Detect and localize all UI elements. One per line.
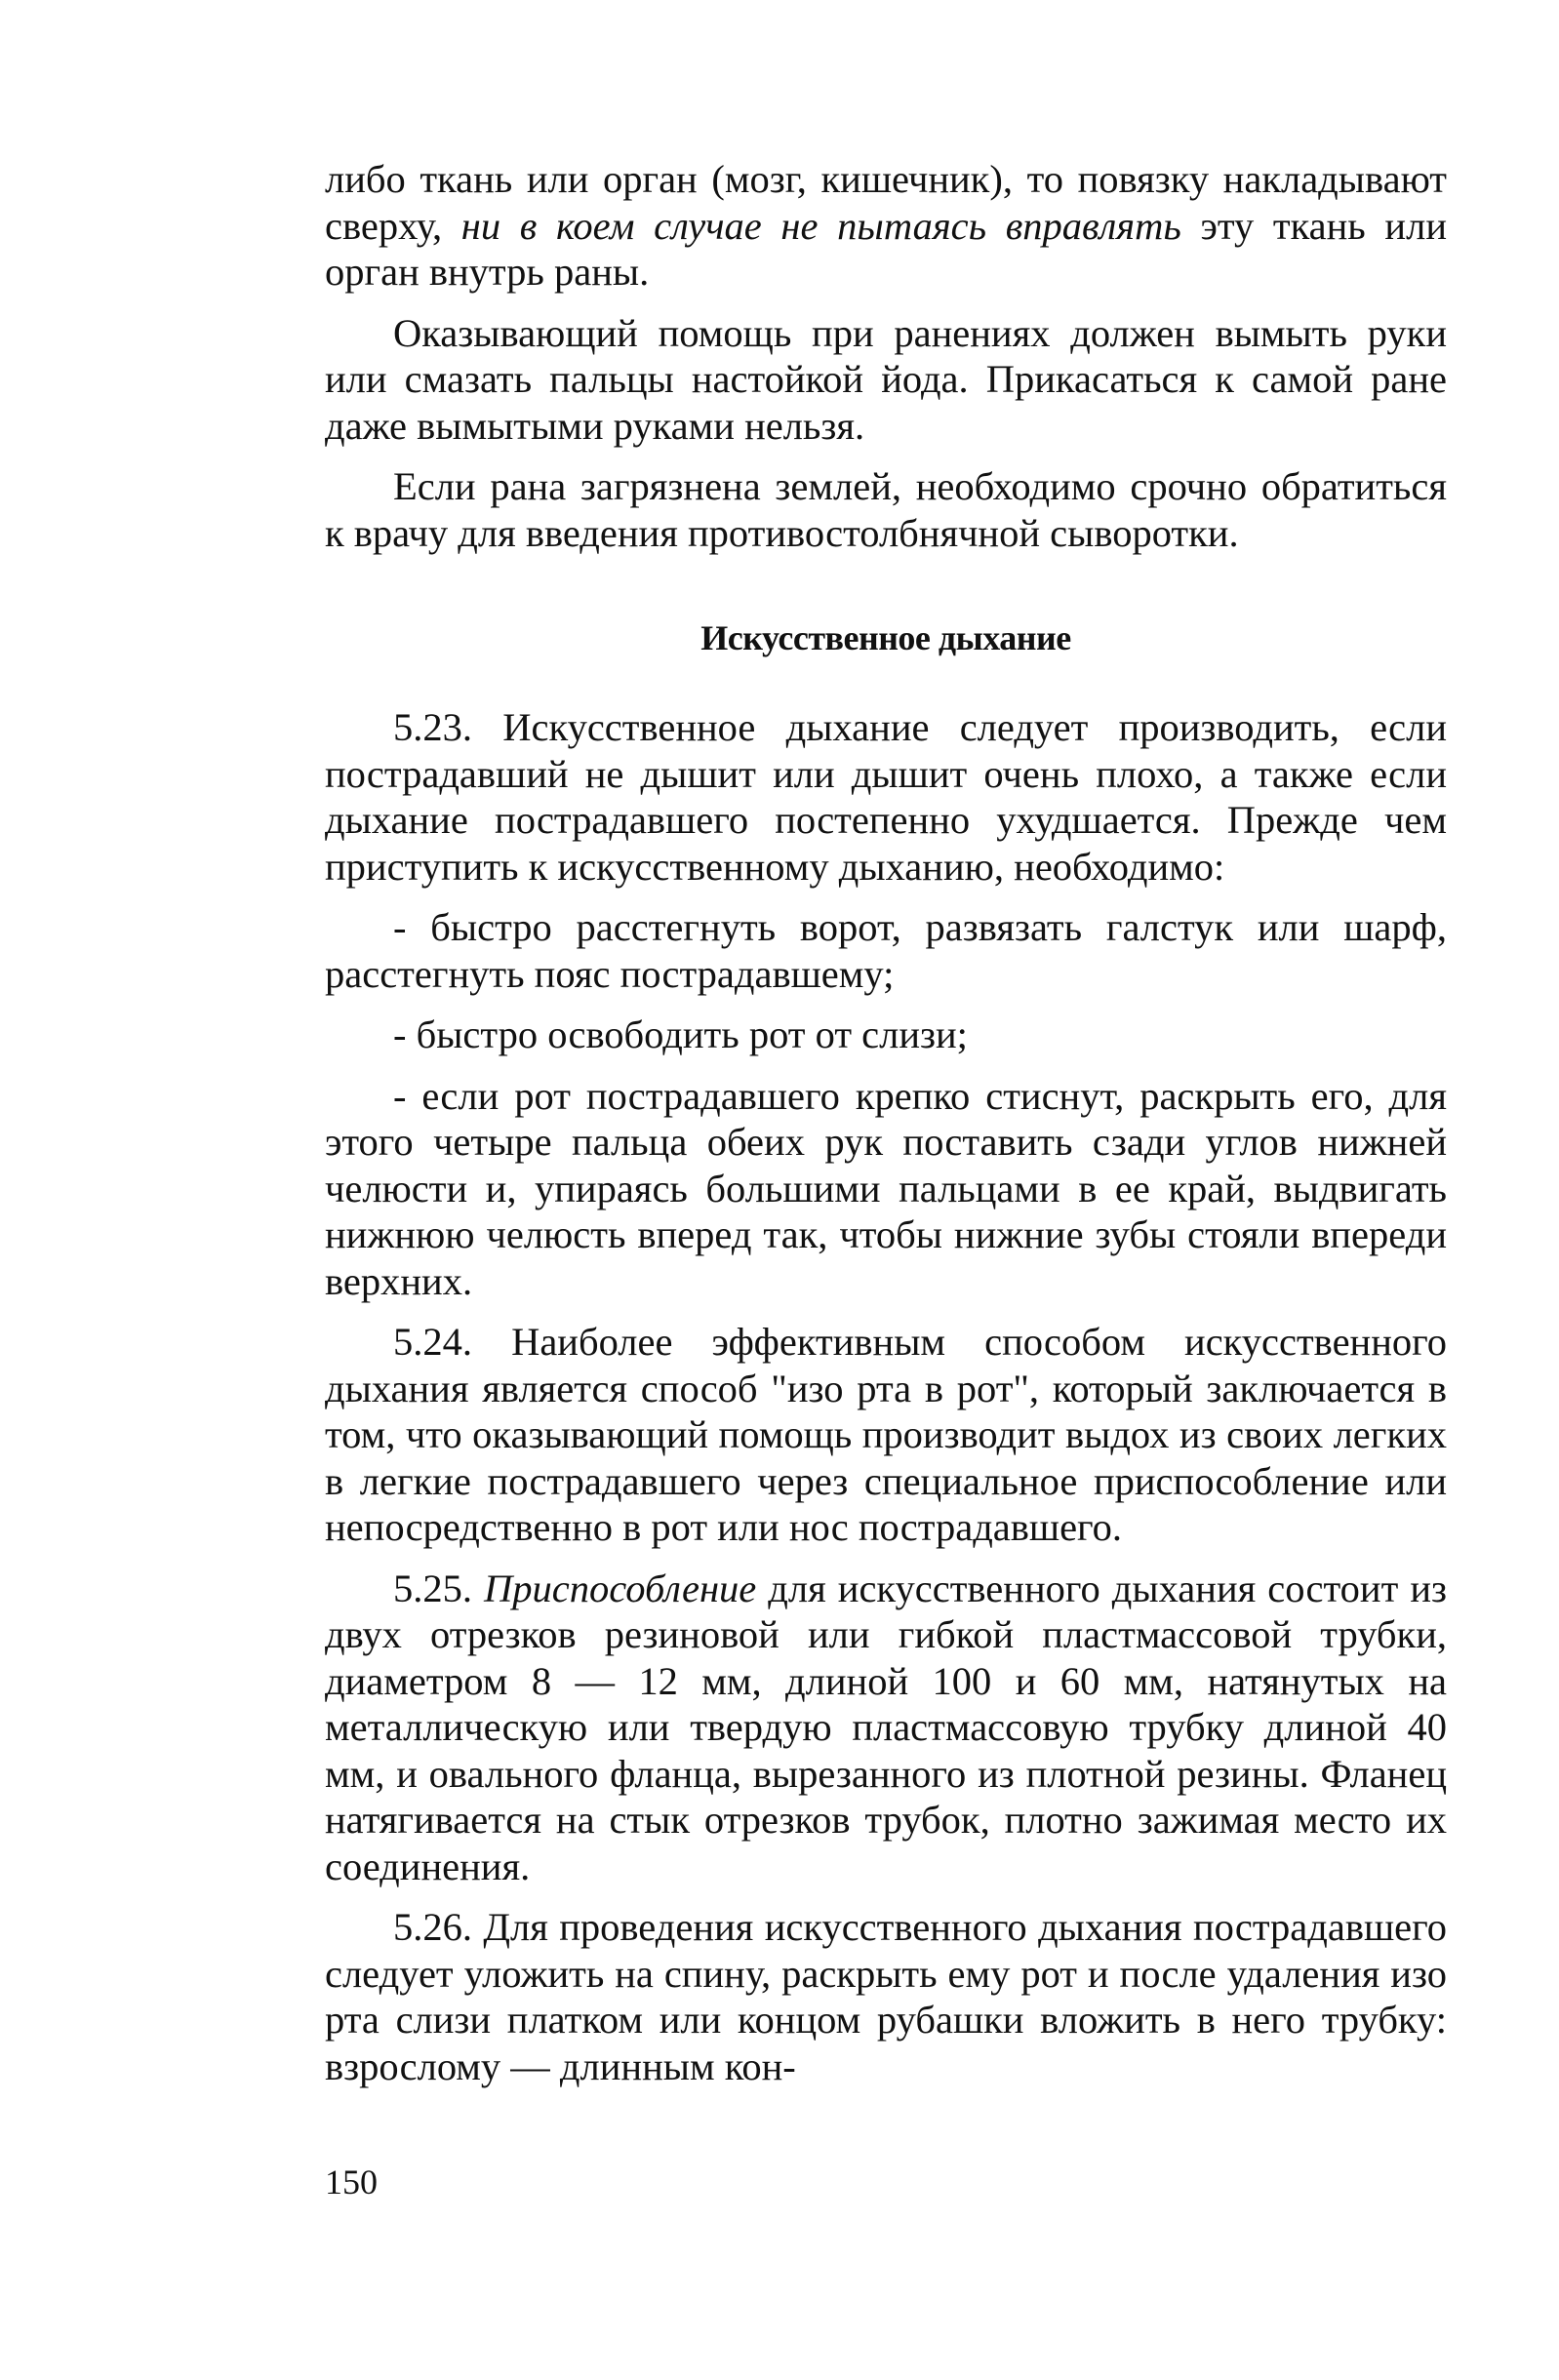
paragraph-5-25 [325,1566,1447,1890]
paragraph-5-26-number: 5.26. [393,1905,472,1949]
paragraph-wound-bandage-end: эту ткань или орган внутрь раны. [325,203,1447,294]
paragraph-5-25-number: 5.25. [393,1566,472,1610]
paragraph-5-25-italic: Приспособление [484,1566,757,1610]
paragraph-wound-bandage-start: либо ткань или орган (мозг, кишечник), то повязку накладывают сверху, [325,157,1447,248]
paragraph-soil-contamination: Если рана загрязнена землей, необходимо срочно обратиться к врачу для введения противостолбнячной сыворотки. [325,464,1447,555]
paragraph-wash-hands: Оказывающий помощь при ранениях должен вымыть руки или смазать пальцы настойкой йода. Прикасаться к самой ране даже вымытыми руками нельзя. [325,310,1447,448]
list-item-open-jaw: - если рот пострадавшего крепко стиснут, раскрыть его, для этого четыре пальца обеих рук поставить сзади углов нижней челюсти и, упираясь большими пальцами в ее край, выдвигать нижнюю челюсть вперед так, чтобы нижние зубы стояли впереди верхних. [325,1073,1447,1303]
paragraph-5-26-body: Для проведения искусственного дыхания пострадавшего следует уложить на спину, раскрыть ему рот и после удаления изо рта слизи платком или концом рубашки вложить в него трубку: взрослому — длинным кон- [325,1905,1447,2088]
paragraph-wound-bandage [325,156,1447,296]
document-page [325,156,1447,2204]
list-item-unbutton-collar: - быстро расстегнуть ворот, развязать галстук или шарф, расстегнуть пояс пострадавшему; [325,905,1447,996]
paragraph-5-23: 5.23. Искусственное дыхание следует производить, если пострадавший не дышит или дышит очень плохо, а также если дыхание пострадавшего постепенно ухудшается. Прежде чем приступить к искусственному дыханию, необходимо: [325,705,1447,889]
list-item-clear-mouth: - быстро освободить рот от слизи; [393,1012,968,1056]
paragraph-5-26 [325,1904,1447,2089]
paragraph-5-25-body: для искусственного дыхания состоит из двух отрезков резиновой или гибкой пластмассовой трубки, диаметром 8 — 12 мм, длиной 100 и 60 мм, натянутых на металлическую или твердую пластмассовую трубку длиной 40 мм, и овального фланца, вырезанного из плотной резины. Фланец натягивается на стык отрезков трубок, плотно зажимая место их соединения. [325,1566,1447,1888]
page-number: 150 [325,2162,378,2202]
section-heading-artificial-respiration: Искусственное дыхание [700,618,1071,657]
paragraph-wound-bandage-italic: ни в коем случае не пытаясь вправлять [460,203,1181,248]
paragraph-5-24: 5.24. Наиболее эффективным способом искусственного дыхания является способ "изо рта в рот", который заключается в том, что оказывающий помощь производит выдох из своих легких в легкие пострадавшего через специальное приспособление или непосредственно в рот или нос пострадавшего. [325,1320,1447,1549]
